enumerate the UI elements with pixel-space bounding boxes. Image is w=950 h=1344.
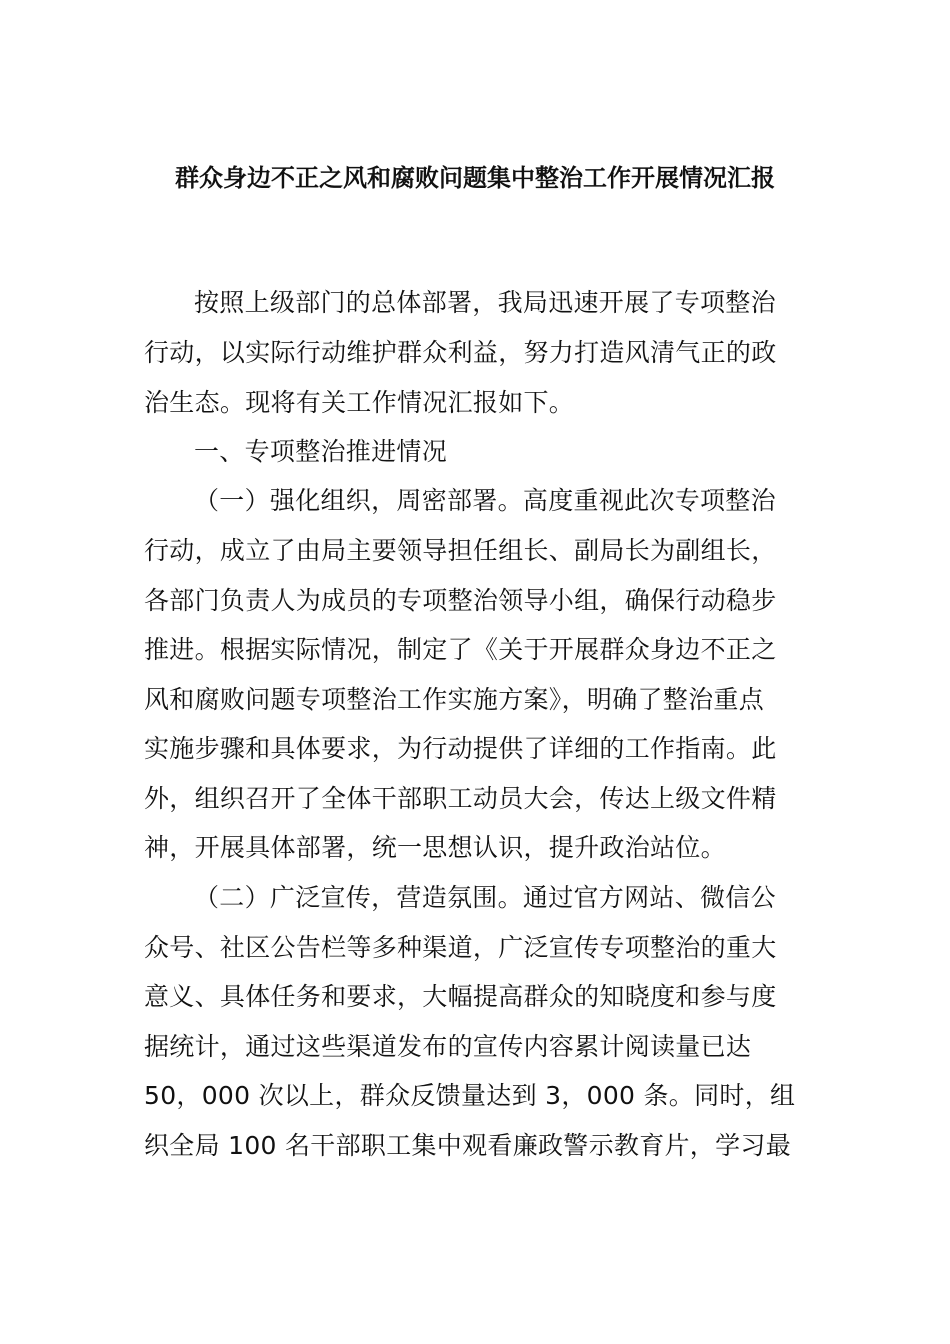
paragraph-line: 众号、社区公告栏等多种渠道，广泛宣传专项整治的重大 [144, 933, 777, 962]
paragraph-line: 风和腐败问题专项整治工作实施方案》，明确了整治重点 [144, 685, 765, 714]
paragraph-line: 行动，以实际行动维护群众利益，努力打造风清气正的政 [144, 338, 777, 367]
paragraph-line: 各部门负责人为成员的专项整治领导小组，确保行动稳步 [144, 586, 777, 615]
paragraph-line: 推进。根据实际情况，制定了《关于开展群众身边不正之 [144, 635, 777, 664]
paragraph-line: 行动，成立了由局主要领导担任组长、副局长为副组长， [144, 536, 777, 565]
paragraph-line: 织全局 100 名干部职工集中观看廉政警示教育片，学习最 [144, 1131, 792, 1160]
paragraph-line: 50，000 次以上，群众反馈量达到 3，000 条。同时，组 [144, 1081, 796, 1110]
section-heading: 一、专项整治推进情况 [194, 437, 448, 466]
paragraph-line: 意义、具体任务和要求，大幅提高群众的知晓度和参与度 [144, 982, 777, 1011]
paragraph-line: （一）强化组织，周密部署。高度重视此次专项整治 [194, 486, 776, 515]
document-title: 群众身边不正之风和腐败问题集中整治工作开展情况汇报 [175, 164, 775, 192]
paragraph-line: 外，组织召开了全体干部职工动员大会，传达上级文件精 [144, 784, 777, 813]
paragraph-line: 按照上级部门的总体部署，我局迅速开展了专项整治 [194, 288, 776, 317]
paragraph-line: （二）广泛宣传，营造氛围。通过官方网站、微信公 [194, 883, 776, 912]
paragraph-line: 据统计，通过这些渠道发布的宣传内容累计阅读量已达 [144, 1032, 752, 1061]
paragraph-line: 神，开展具体部署，统一思想认识，提升政治站位。 [144, 833, 726, 862]
paragraph-line: 实施步骤和具体要求，为行动提供了详细的工作指南。此 [144, 734, 777, 763]
paragraph-line: 治生态。现将有关工作情况汇报如下。 [144, 388, 575, 417]
